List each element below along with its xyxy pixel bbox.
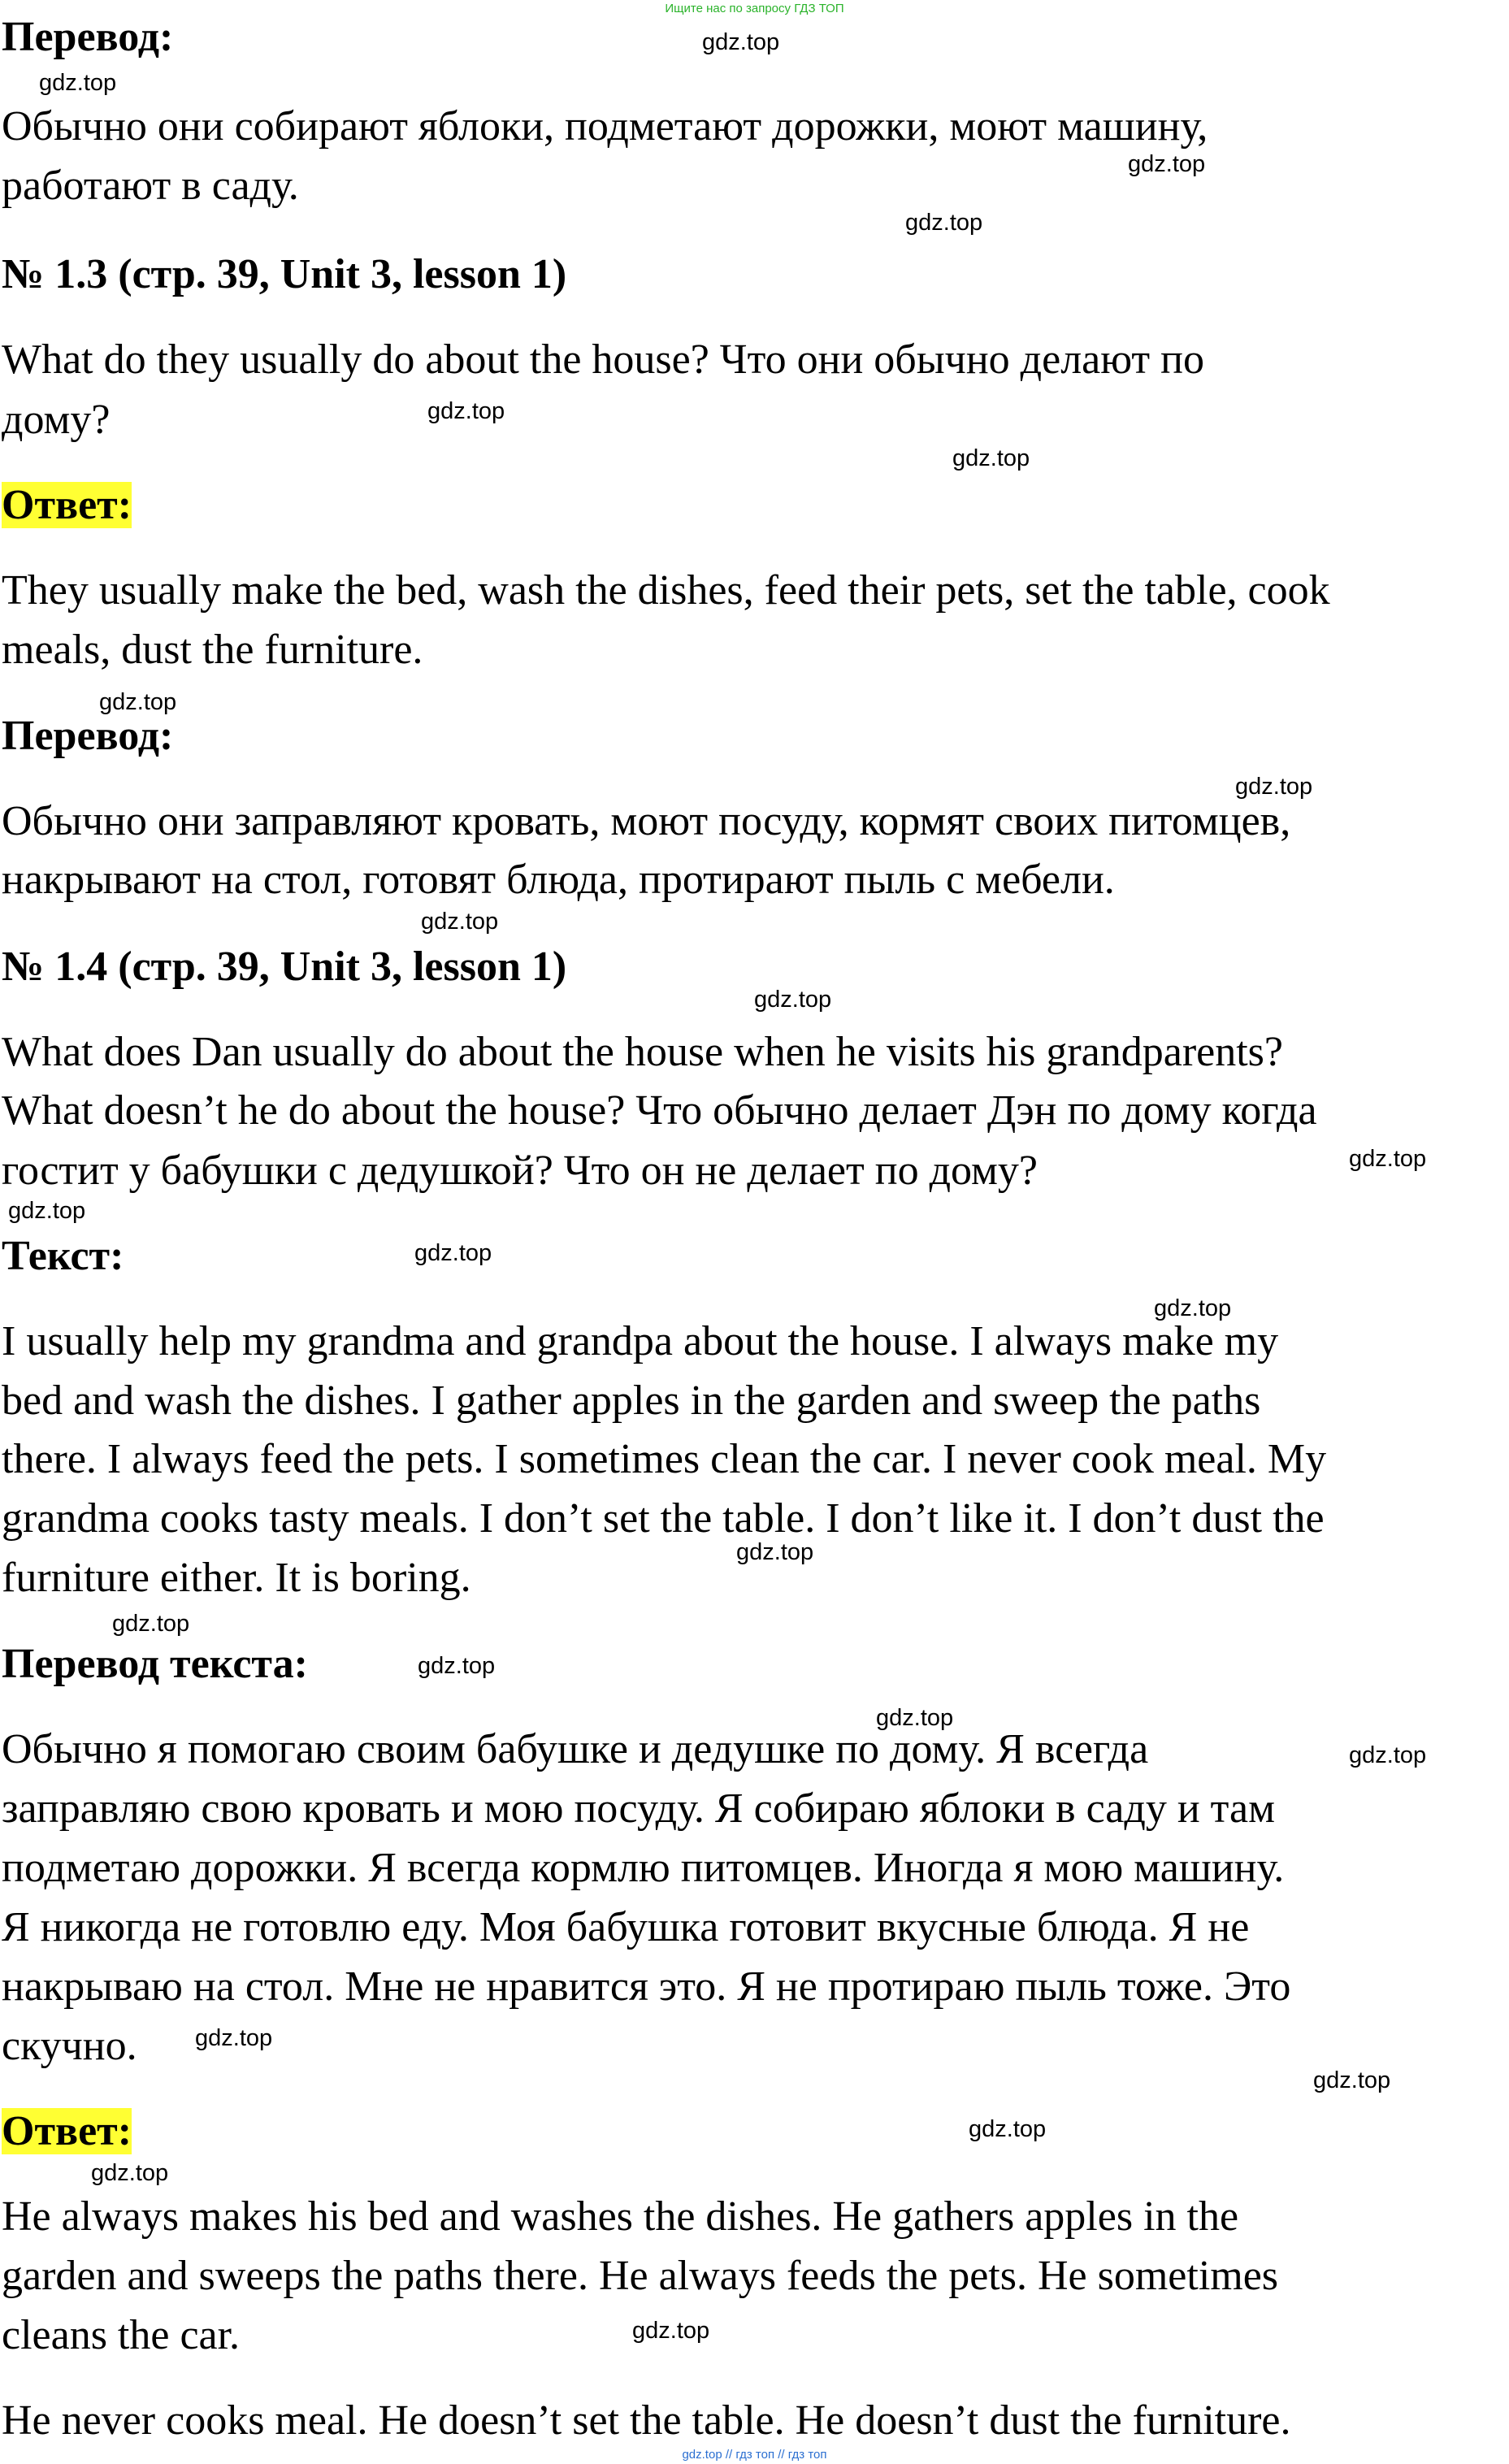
watermark: gdz.top (91, 2160, 169, 2186)
translation-heading: Перевод: (2, 14, 174, 60)
watermark: gdz.top (736, 1539, 814, 1565)
translation-line: накрывают на стол, готовят блюда, протирают пыль с мебели. (2, 857, 1115, 903)
watermark: gdz.top (39, 70, 117, 96)
answer-line: They usually make the bed, wash the dishes, feed their pets, set the table, cook (2, 567, 1330, 614)
question-line: What do they usually do about the house? Что они обычно делают по (2, 336, 1204, 383)
watermark: gdz.top (418, 1653, 496, 1679)
exercise-heading-1-3: № 1.3 (стр. 39, Unit 3, lesson 1) (2, 251, 567, 297)
answer-line: He always makes his bed and washes the dishes. He gathers apples in the (2, 2193, 1239, 2240)
translation-line: Обычно я помогаю своим бабушке и дедушке по дому. Я всегда (2, 1726, 1149, 1772)
watermark: gdz.top (1235, 774, 1313, 800)
translation-line: скучно. (2, 2023, 137, 2069)
text-line: Обычно они собирают яблоки, подметают дорожки, моют машину, (2, 103, 1208, 150)
watermark: gdz.top (1349, 1742, 1427, 1768)
question-line: гостит у бабушки с дедушкой? Что он не делает по дому? (2, 1147, 1039, 1194)
text-translation-heading: Перевод текста: (2, 1641, 308, 1687)
watermark: gdz.top (427, 398, 505, 424)
answer-heading (2, 2102, 132, 2161)
text-line: grandma cooks tasty meals. I don’t set the table. I don’t like it. I don’t dust the (2, 1495, 1325, 1542)
footer-note: gdz.top // гдз топ // гдз топ (682, 2448, 827, 2462)
watermark: gdz.top (99, 689, 177, 715)
watermark: gdz.top (414, 1240, 492, 1266)
watermark: gdz.top (632, 2318, 710, 2344)
translation-heading: Перевод: (2, 713, 174, 759)
watermark: gdz.top (754, 987, 832, 1013)
text-heading: Текст: (2, 1233, 124, 1279)
watermark: gdz.top (1313, 2067, 1391, 2093)
text-line: furniture either. It is boring. (2, 1555, 471, 1601)
translation-line: Я никогда не готовлю еду. Моя бабушка готовит вкусные блюда. Я не (2, 1904, 1250, 1950)
watermark: gdz.top (969, 2116, 1047, 2142)
watermark: gdz.top (1154, 1295, 1232, 1321)
watermark: gdz.top (702, 29, 780, 55)
watermark: gdz.top (905, 210, 983, 236)
header-note: Ищите нас по запросу ГДЗ ТОП (665, 2, 844, 15)
watermark: gdz.top (876, 1705, 954, 1731)
answer-label: Ответ: (2, 482, 132, 528)
answer-line: meals, dust the furniture. (2, 627, 423, 673)
answer-label: Ответ: (2, 2108, 132, 2154)
question-line: What doesn’t he do about the house? Что обычно делает Дэн по дому когда (2, 1087, 1317, 1134)
translation-line: Обычно они заправляют кровать, моют посуду, кормят своих питомцев, (2, 798, 1291, 844)
translation-line: заправляю свою кровать и мою посуду. Я собираю яблоки в саду и там (2, 1785, 1276, 1832)
exercise-heading-1-4: № 1.4 (стр. 39, Unit 3, lesson 1) (2, 944, 567, 990)
text-line: bed and wash the dishes. I gather apples in the garden and sweep the paths (2, 1377, 1261, 1424)
watermark: gdz.top (112, 1611, 190, 1637)
answer-line: cleans the car. (2, 2312, 241, 2358)
question-line: дому? (2, 397, 111, 443)
answer-line: garden and sweeps the paths there. He always feeds the pets. He sometimes (2, 2253, 1279, 2299)
text-line: I usually help my grandma and grandpa about the house. I always make my (2, 1318, 1279, 1364)
question-line: What does Dan usually do about the house when he visits his grandparents? (2, 1029, 1283, 1075)
watermark: gdz.top (195, 2025, 273, 2051)
text-line: работают в саду. (2, 163, 299, 209)
answer-line: He never cooks meal. He doesn’t set the table. He doesn’t dust the furniture. (2, 2397, 1291, 2444)
watermark: gdz.top (1349, 1146, 1427, 1172)
watermark: gdz.top (421, 909, 499, 935)
watermark: gdz.top (952, 445, 1030, 471)
watermark: gdz.top (1128, 151, 1206, 177)
watermark: gdz.top (8, 1198, 86, 1224)
translation-line: подметаю дорожки. Я всегда кормлю питомцев. Иногда я мою машину. (2, 1845, 1285, 1891)
answer-heading (2, 476, 132, 535)
translation-line: накрываю на стол. Мне не нравится это. Я не протираю пыль тоже. Это (2, 1963, 1291, 2010)
text-line: there. I always feed the pets. I sometimes clean the car. I never cook meal. My (2, 1436, 1327, 1482)
